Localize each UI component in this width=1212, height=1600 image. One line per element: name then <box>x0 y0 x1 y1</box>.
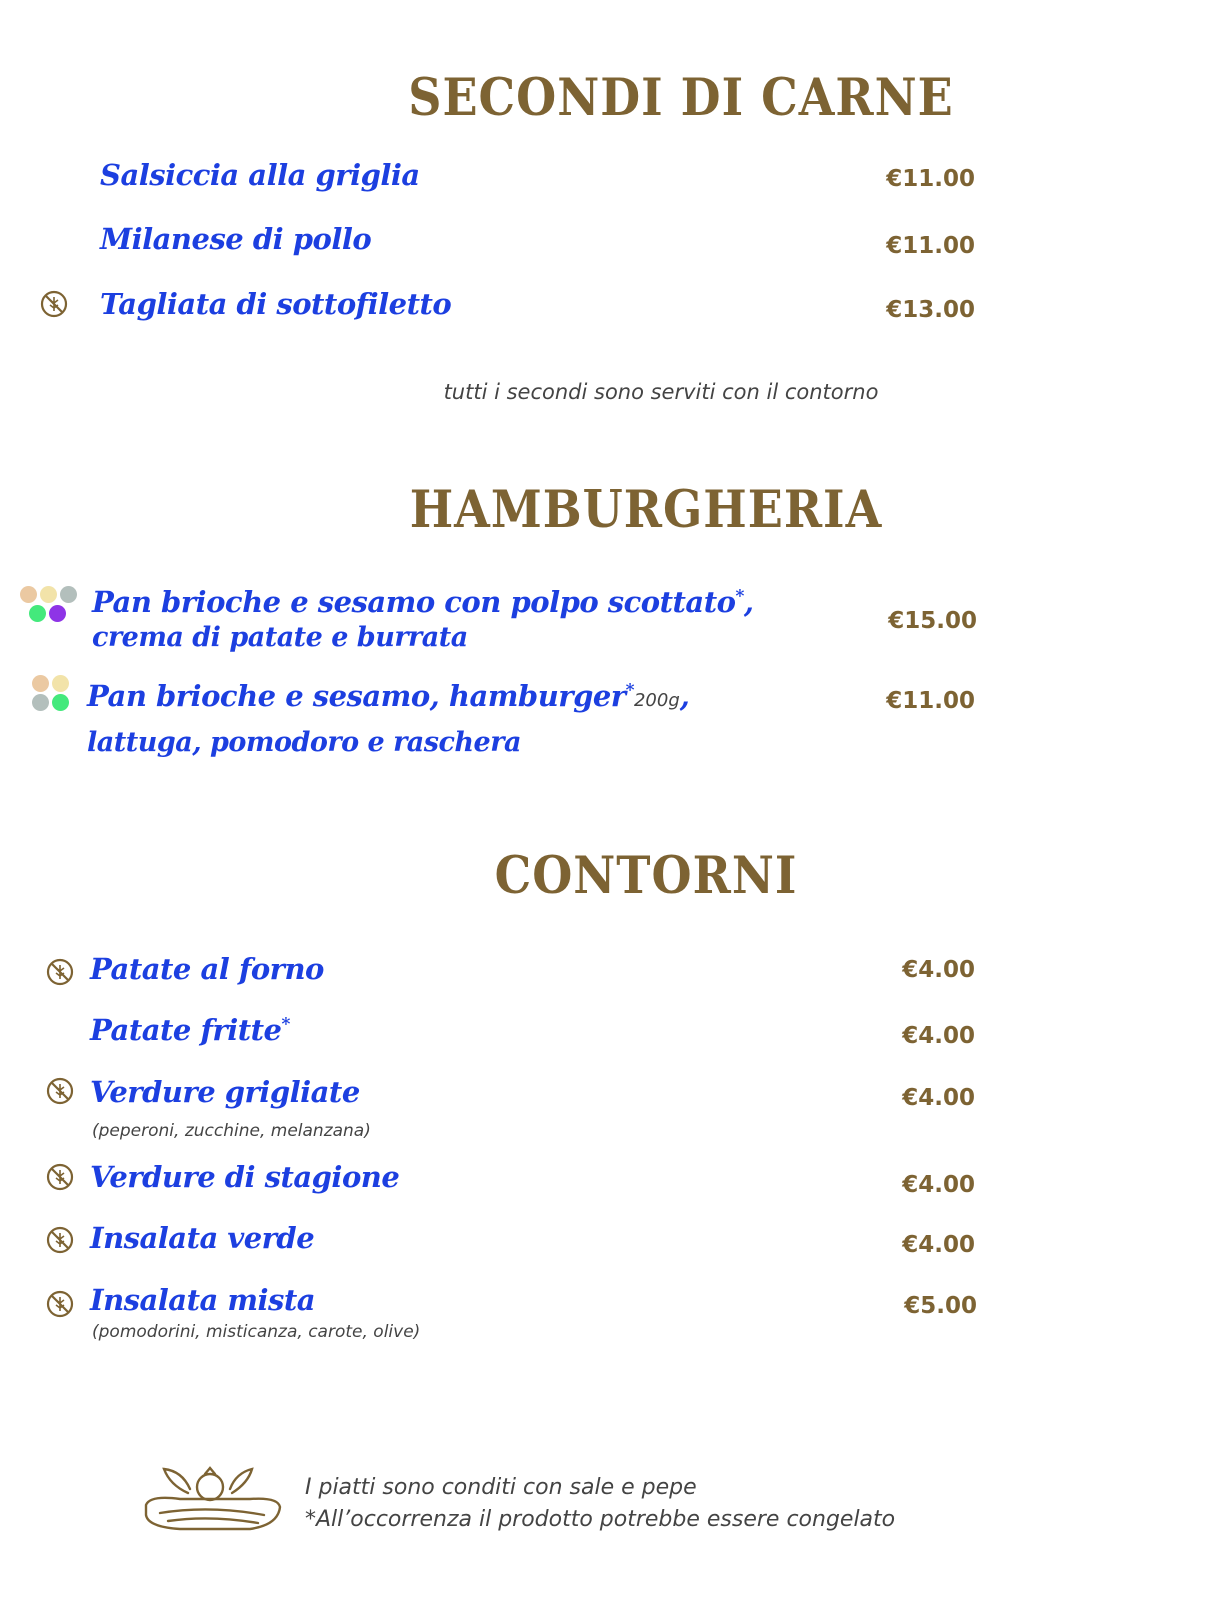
gluten-free-icon <box>40 290 68 318</box>
footer-note: *All’occorrenza il prodotto potrebbe essere congelato <box>305 1507 896 1532</box>
footer-note: I piatti sono conditi con sale e pepe <box>305 1475 697 1500</box>
allergen-dot <box>52 675 69 692</box>
gluten-free-icon <box>46 1290 74 1318</box>
dish-price: €11.00 <box>886 166 975 192</box>
dish-description: (peperoni, zucchine, melanzana) <box>92 1121 371 1141</box>
vegetables-bowl-icon <box>140 1465 285 1535</box>
allergen-dot <box>49 605 66 622</box>
allergen-dot <box>29 605 46 622</box>
dish-price: €4.00 <box>902 1085 975 1111</box>
dish-price: €5.00 <box>904 1293 977 1319</box>
dish-name: Patate al forno <box>90 952 324 986</box>
dish-price: €4.00 <box>902 1023 975 1049</box>
section-title-contorni: CONTORNI <box>494 844 798 906</box>
dish-name: Salsiccia alla griglia <box>100 158 420 192</box>
dish-price: €15.00 <box>888 608 977 634</box>
dish-name: Verdure di stagione <box>90 1160 400 1194</box>
gluten-free-icon <box>46 958 74 986</box>
dish-name-line2: lattuga, pomodoro e raschera <box>87 727 521 758</box>
dish-price: €11.00 <box>886 688 975 714</box>
gluten-free-icon <box>46 1163 74 1191</box>
dish-name: Pan brioche e sesamo, hamburger*200g, <box>87 679 690 713</box>
allergen-dot <box>52 694 69 711</box>
allergen-dot <box>40 586 57 603</box>
section-title-hamburgheria: HAMBURGHERIA <box>409 478 883 540</box>
section-title-secondi: SECONDI DI CARNE <box>408 66 954 128</box>
section-note: tutti i secondi sono serviti con il contorno <box>443 380 879 404</box>
dish-price: €4.00 <box>902 957 975 983</box>
dish-name-line2: crema di patate e burrata <box>92 622 468 653</box>
dish-name: Patate fritte* <box>90 1013 290 1047</box>
allergen-dot <box>20 586 37 603</box>
dish-price: €4.00 <box>902 1172 975 1198</box>
allergen-dot <box>32 675 49 692</box>
gluten-free-icon <box>46 1226 74 1254</box>
dish-name: Pan brioche e sesamo con polpo scottato*, <box>92 585 754 619</box>
dish-price: €11.00 <box>886 233 975 259</box>
allergen-dots <box>20 586 80 626</box>
allergen-dots <box>32 675 92 715</box>
allergen-dot <box>32 694 49 711</box>
dish-name: Verdure grigliate <box>90 1075 360 1109</box>
gluten-free-icon <box>46 1077 74 1105</box>
dish-description: (pomodorini, misticanza, carote, olive) <box>92 1322 421 1342</box>
dish-name: Tagliata di sottofiletto <box>100 287 452 321</box>
dish-name: Insalata mista <box>90 1283 316 1317</box>
allergen-dot <box>60 586 77 603</box>
dish-price: €4.00 <box>902 1232 975 1258</box>
dish-name: Milanese di pollo <box>100 222 372 256</box>
dish-price: €13.00 <box>886 297 975 323</box>
dish-name: Insalata verde <box>90 1221 315 1255</box>
